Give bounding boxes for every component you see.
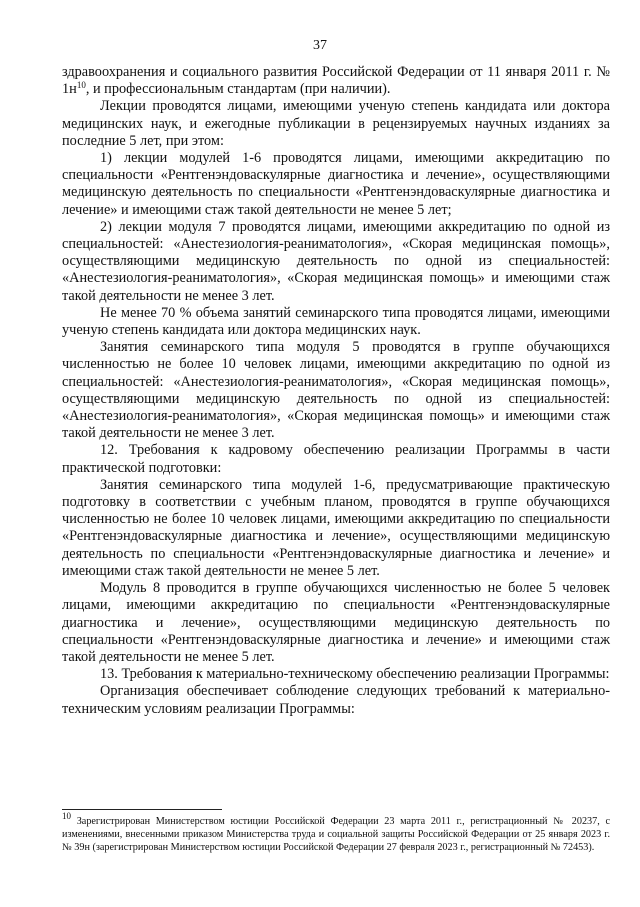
footnote-text: Зарегистрирован Министерством юстиции Российской Федерации 23 марта 2011 г., регистрационный № 20237, с изменениями, внесенными приказом Министерства труда и социальной защиты Российской Федерации от 25 января 2023 г. № 39н (зарегистрирован Министерством юстиции Российской Федерации 27 февраля 2023 г., регистрационный № 72453).	[62, 816, 610, 854]
footnote-marker: 10	[62, 811, 71, 821]
paragraph-material-requirements: Организация обеспечивает соблюдение следующих требований к материально-техническим условиям реализации Программы:	[62, 683, 610, 717]
paragraph-continuation-text: здравоохранения и социального развития Российской Федерации от 11 января 2011 г. № 1н	[62, 64, 610, 98]
paragraph-continuation	[62, 64, 610, 98]
footnote-divider	[62, 809, 222, 810]
page-number: 37	[313, 38, 327, 53]
paragraph-practical-modules-1-6: Занятия семинарского типа модулей 1-6, предусматривающие практическую подготовку в соответствии с учебным планом, проводятся в группе обучающихся численностью не более 10 человек лицами, имеющими аккредитацию по специальности «Рентгенэндоваскулярные диагностика и лечение», осуществляющими медицинскую деятельность по специальности «Рентгенэндоваскулярные диагностика и лечение» и имеющими стаж такой деятельности не менее 5 лет.	[62, 476, 610, 579]
document-body	[62, 64, 610, 718]
footnote-reference[interactable]: 10	[76, 80, 86, 91]
paragraph-lectures-modules-1-6: 1) лекции модулей 1-6 проводятся лицами, имеющими аккредитацию по специальности «Рентгенэндоваскулярные диагностика и лечение», осуществляющими медицинскую деятельность по специальности «Рентгенэндоваскулярные диагностика и лечение» и имеющими стаж такой деятельности не менее 5 лет;	[62, 150, 610, 218]
paragraph-module-8: Модуль 8 проводится в группе обучающихся численностью не более 5 человек лицами, имеющими аккредитацию по специальности «Рентгенэндоваскулярные диагностика и лечение», осуществляющими медицинскую деятельность по специальности «Рентгенэндоваскулярные диагностика и лечение» и имеющими стаж такой деятельности не менее 5 лет.	[62, 580, 610, 665]
paragraph-seminar-share: Не менее 70 % объема занятий семинарского типа проводятся лицами, имеющими ученую степень кандидата или доктора медицинских наук.	[62, 304, 610, 339]
paragraph-lectures: Лекции проводятся лицами, имеющими ученую степень кандидата или доктора медицинских наук, и ежегодные публикации в рецензируемых научных изданиях за последние 5 лет, при этом:	[62, 98, 610, 149]
paragraph-seminar-module-5: Занятия семинарского типа модуля 5 проводятся в группе обучающихся численностью не более 10 человек лицами, имеющими аккредитацию по одной из специальностей: «Анестезиология-реаниматология», «Скорая медицинская помощь», осуществляющими медицинскую деятельность по одной из специальностей: «Анестезиология-реаниматология», «Скорая медицинская помощь» и имеющими стаж такой деятельности не менее 3 лет.	[62, 339, 610, 442]
paragraph-lectures-module-7: 2) лекции модуля 7 проводятся лицами, имеющими аккредитацию по одной из специальностей: «Анестезиология-реаниматология», «Скорая медицинская помощь», осуществляющими медицинскую деятельность по одной из специальностей: «Анестезиология-реаниматология», «Скорая медицинская помощь» и имеющими стаж такой деятельности не менее 3 лет.	[62, 218, 610, 304]
section-heading-13: 13. Требования к материально-техническому обеспечению реализации Программы:	[100, 666, 610, 683]
section-heading-12: 12. Требования к кадровому обеспечению реализации Программы в части практической подготовки:	[62, 442, 610, 476]
paragraph-continuation-tail: , и профессиональным стандартам (при наличии).	[85, 81, 391, 98]
footnote	[62, 811, 610, 855]
